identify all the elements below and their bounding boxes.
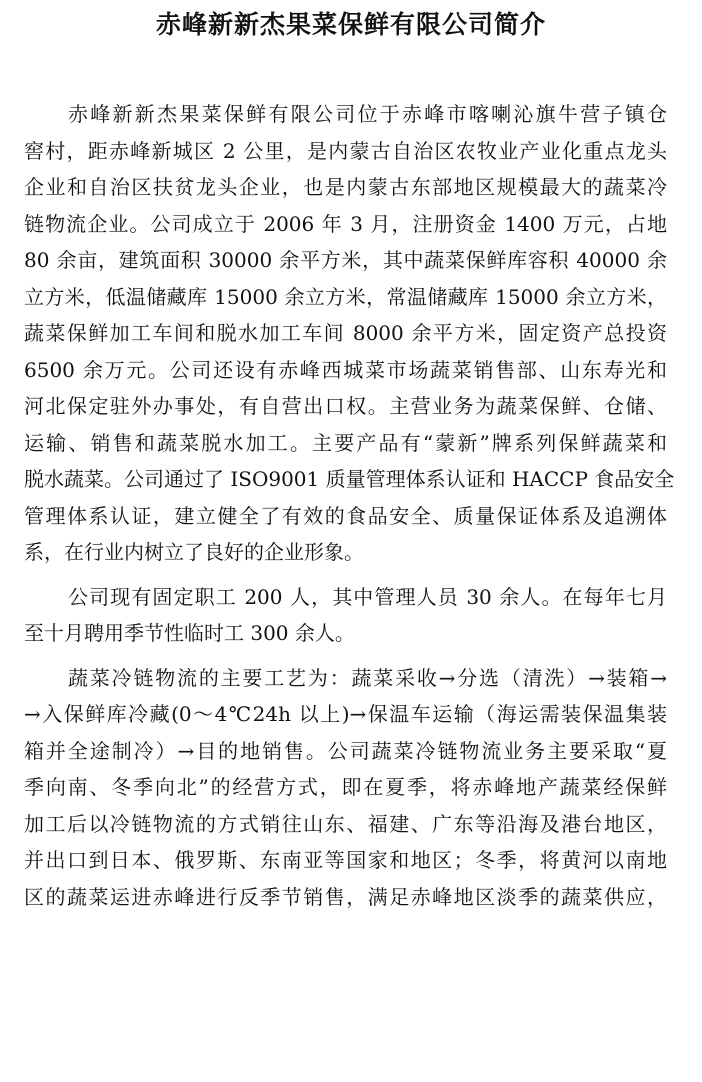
text-line: 公司现有固定职工 200 人，其中管理人员 30 余人。在每年七月 [68, 584, 667, 609]
text-line: 管理体系认证，建立健全了有效的食品安全、质量保证体系及追溯体 [24, 503, 667, 528]
text-line: 加工后以冷链物流的方式销往山东、福建、广东等沿海及港台地区， [24, 811, 667, 836]
text-line: 6500 余万元。公司还设有赤峰西城菜市场蔬菜销售部、山东寿光和 [24, 357, 667, 382]
paragraph-gap [24, 571, 667, 579]
document-title: 赤峰新新杰果菜保鲜有限公司简介 [155, 10, 546, 39]
paragraph-gap [24, 652, 667, 660]
text-line: →入保鲜库冷藏(0～4℃24h 以上)→保温车运输（海运需装保温集装 [24, 702, 667, 726]
text-line: 运输、销售和蔬菜脱水加工。主要产品有“蒙新”牌系列保鲜蔬菜和 [24, 430, 667, 455]
text-line: 链物流企业。公司成立于 2006 年 3 月，注册资金 1400 万元，占地 [24, 211, 667, 236]
text-line: 季向南、冬季向北”的经营方式，即在夏季，将赤峰地产蔬菜经保鲜 [24, 775, 667, 799]
text-line: 系，在行业内树立了良好的企业形象。 [24, 540, 364, 564]
text-line: 企业和自治区扶贫龙头企业，也是内蒙古东部地区规模最大的蔬菜冷 [24, 175, 667, 199]
text-line: 区的蔬菜运进赤峰进行反季节销售，满足赤峰地区淡季的蔬菜供应， [24, 884, 667, 909]
text-line: 蔬菜冷链物流的主要工艺为：蔬菜采收→分选（清洗）→装箱→ [68, 665, 667, 690]
text-line: 脱水蔬菜。公司通过了 ISO9001 质量管理体系认证和 HACCP 食品安全 [24, 467, 675, 491]
paragraph-cold-chain [24, 660, 667, 916]
paragraph-staff [24, 579, 667, 652]
text-line: 立方米，低温储藏库 15000 余立方米，常温储藏库 15000 余立方米， [24, 284, 667, 309]
text-line: 蔬菜保鲜加工车间和脱水加工车间 8000 余平方米，固定资产总投资 [24, 321, 667, 345]
text-line: 窖村，距赤峰新城区 2 公里，是内蒙古自治区农牧业产业化重点龙头 [24, 138, 667, 163]
text-line: 箱并全途制冷）→目的地销售。公司蔬菜冷链物流业务主要采取“夏 [24, 738, 667, 763]
text-line: 80 余亩，建筑面积 30000 余平方米，其中蔬菜保鲜库容积 40000 余 [24, 248, 667, 272]
text-line: 河北保定驻外办事处，有自营出口权。主营业务为蔬菜保鲜、仓储、 [24, 394, 667, 418]
text-line: 赤峰新新杰果菜保鲜有限公司位于赤峰市喀喇沁旗牛营子镇仓 [68, 102, 667, 126]
text-line: 至十月聘用季节性临时工 300 余人。 [24, 621, 355, 645]
document-body [24, 96, 675, 915]
paragraph-company-overview [24, 96, 675, 571]
text-line: 并出口到日本、俄罗斯、东南亚等国家和地区；冬季，将黄河以南地 [24, 848, 667, 872]
